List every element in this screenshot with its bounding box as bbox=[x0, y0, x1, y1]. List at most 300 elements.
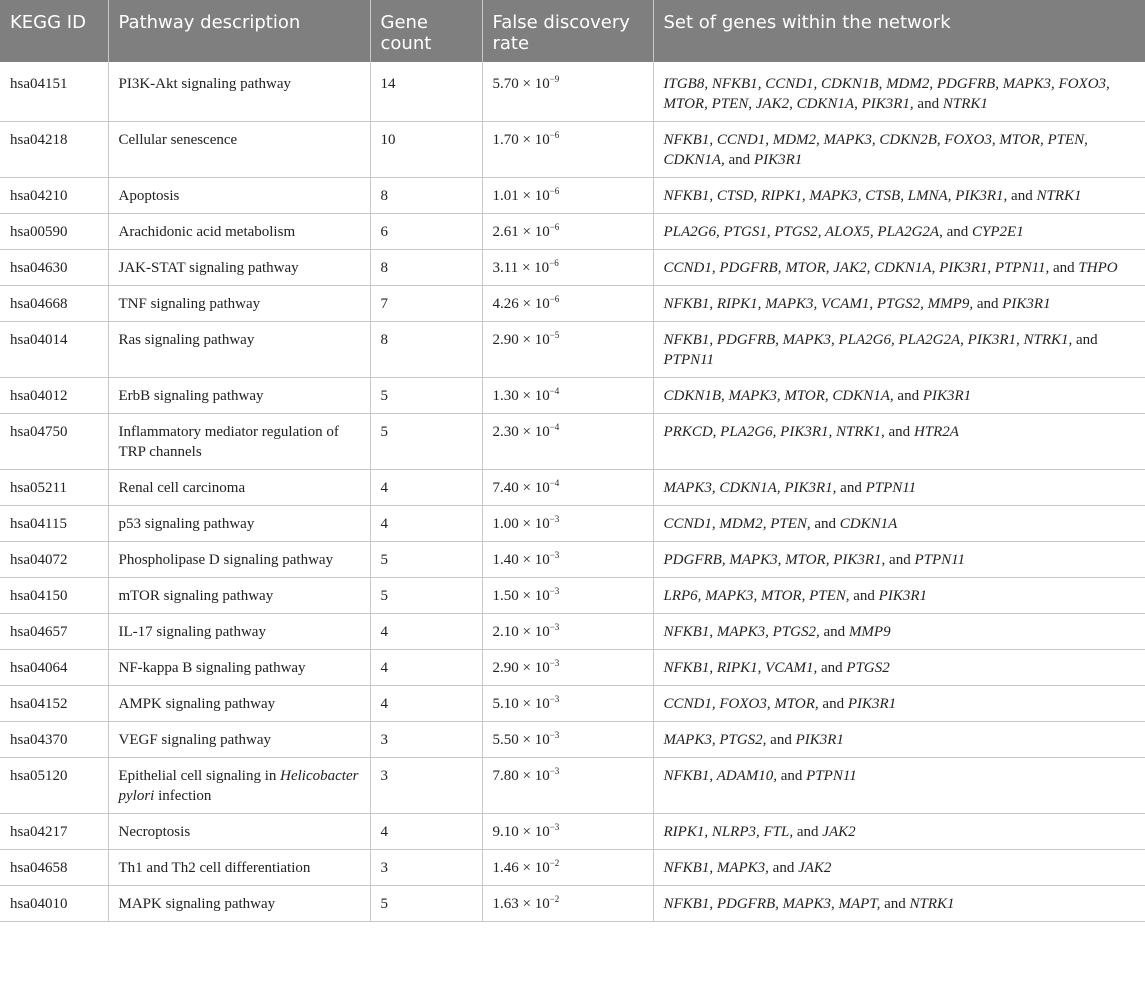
gene-symbol: HTR2A bbox=[913, 424, 959, 440]
conjunction-text: and bbox=[917, 96, 940, 112]
gene-count-cell: 4 bbox=[370, 686, 482, 722]
fdr-mantissa: 1.46 × 10 bbox=[492, 860, 550, 876]
gene-symbol: PTEN bbox=[770, 516, 807, 532]
fdr-mantissa: 7.40 × 10 bbox=[492, 480, 550, 496]
description-species-italic: Helicobacter pylori bbox=[118, 768, 359, 804]
fdr-mantissa: 5.10 × 10 bbox=[492, 696, 550, 712]
table-row bbox=[0, 286, 1145, 322]
gene-symbol: PDGFRB bbox=[663, 552, 722, 568]
fdr-cell bbox=[482, 178, 653, 214]
gene-symbol: CDKN1B bbox=[663, 388, 722, 404]
pathway-description-cell: p53 signaling pathway bbox=[108, 506, 370, 542]
conjunction-text: and bbox=[728, 152, 751, 168]
kegg-id-cell: hsa04750 bbox=[0, 414, 108, 470]
table-row bbox=[0, 178, 1145, 214]
gene-symbol: PTGS2 bbox=[774, 224, 818, 240]
gene-symbol: MTOR bbox=[784, 388, 825, 404]
fdr-cell bbox=[482, 214, 653, 250]
gene-count-cell: 3 bbox=[370, 850, 482, 886]
gene-symbol: PLA2G6 bbox=[838, 332, 891, 348]
gene-symbol: CYP2E1 bbox=[972, 224, 1024, 240]
gene-count-cell: 8 bbox=[370, 178, 482, 214]
gene-symbol: MAPK3 bbox=[705, 588, 754, 604]
gene-count-cell: 10 bbox=[370, 122, 482, 178]
gene-set-cell: LRP6, MAPK3, MTOR, PTEN, and PIK3R1 bbox=[653, 578, 1145, 614]
pathway-description-cell: mTOR signaling pathway bbox=[108, 578, 370, 614]
fdr-cell bbox=[482, 850, 653, 886]
gene-symbol: PIK3R1 bbox=[1002, 296, 1051, 312]
gene-count-cell: 8 bbox=[370, 250, 482, 286]
pathway-description-cell: Ras signaling pathway bbox=[108, 322, 370, 378]
table-row bbox=[0, 758, 1145, 814]
pathway-description-cell: Arachidonic acid metabolism bbox=[108, 214, 370, 250]
gene-symbol: PTEN bbox=[809, 588, 846, 604]
fdr-mantissa: 1.00 × 10 bbox=[492, 516, 550, 532]
gene-symbol: PIK3R1 bbox=[833, 552, 882, 568]
conjunction-text: and bbox=[1011, 188, 1033, 204]
fdr-cell bbox=[482, 814, 653, 850]
fdr-exponent: −5 bbox=[549, 330, 560, 340]
gene-symbol: MAPK3 bbox=[729, 552, 778, 568]
fdr-cell bbox=[482, 378, 653, 414]
fdr-cell bbox=[482, 758, 653, 814]
kegg-id-cell: hsa04064 bbox=[0, 650, 108, 686]
table-row bbox=[0, 542, 1145, 578]
gene-symbol: PLA2G6 bbox=[663, 224, 716, 240]
gene-symbol: PTGS2 bbox=[772, 624, 817, 640]
gene-symbol: NTRK1 bbox=[1023, 332, 1069, 348]
fdr-cell bbox=[482, 542, 653, 578]
gene-symbol: NFKB1 bbox=[663, 768, 710, 784]
table-body bbox=[0, 62, 1145, 922]
gene-count-cell: 4 bbox=[370, 614, 482, 650]
conjunction-text: and bbox=[823, 624, 846, 640]
header-kegg-id: KEGG ID bbox=[0, 0, 108, 62]
fdr-exponent: −3 bbox=[549, 658, 560, 668]
gene-count-cell: 5 bbox=[370, 578, 482, 614]
gene-symbol: MTOR bbox=[761, 588, 802, 604]
gene-set-cell: PDGFRB, MAPK3, MTOR, PIK3R1, and PTPN11 bbox=[653, 542, 1145, 578]
fdr-mantissa: 2.90 × 10 bbox=[492, 332, 550, 348]
gene-symbol: MAPK3 bbox=[765, 296, 814, 312]
fdr-mantissa: 7.80 × 10 bbox=[492, 768, 550, 784]
gene-symbol: THPO bbox=[1078, 260, 1118, 276]
gene-symbol: MAPK3 bbox=[809, 188, 858, 204]
table-row bbox=[0, 214, 1145, 250]
gene-symbol: NFKB1 bbox=[663, 188, 710, 204]
kegg-id-cell: hsa04152 bbox=[0, 686, 108, 722]
gene-symbol: MTOR bbox=[785, 260, 826, 276]
gene-symbol: NTRK1 bbox=[836, 424, 882, 440]
fdr-exponent: −4 bbox=[549, 422, 560, 432]
gene-symbol: MDM2 bbox=[886, 76, 930, 92]
gene-symbol: NFKB1 bbox=[711, 76, 758, 92]
gene-symbol: MAPK3 bbox=[782, 896, 831, 912]
fdr-mantissa: 3.11 × 10 bbox=[492, 260, 550, 276]
gene-symbol: MMP9 bbox=[927, 296, 970, 312]
gene-symbol: PIK3R1 bbox=[939, 260, 988, 276]
table-header bbox=[0, 0, 1145, 62]
header-pathway-description: Pathway description bbox=[108, 0, 370, 62]
kegg-id-cell: hsa05211 bbox=[0, 470, 108, 506]
conjunction-text: and bbox=[814, 516, 837, 532]
gene-set-cell: NFKB1, MAPK3, PTGS2, and MMP9 bbox=[653, 614, 1145, 650]
table-row bbox=[0, 250, 1145, 286]
gene-symbol: CDKN1A bbox=[663, 152, 722, 168]
gene-symbol: PLA2G2A bbox=[877, 224, 940, 240]
fdr-mantissa: 2.30 × 10 bbox=[492, 424, 550, 440]
pathway-description-cell: MAPK signaling pathway bbox=[108, 886, 370, 922]
kegg-id-cell: hsa04210 bbox=[0, 178, 108, 214]
gene-symbol: CDKN1A bbox=[719, 480, 777, 496]
gene-symbol: PTGS2 bbox=[876, 296, 921, 312]
conjunction-text: and bbox=[822, 696, 845, 712]
fdr-cell bbox=[482, 62, 653, 122]
fdr-mantissa: 1.40 × 10 bbox=[492, 552, 550, 568]
fdr-mantissa: 1.50 × 10 bbox=[492, 588, 550, 604]
table-row bbox=[0, 506, 1145, 542]
fdr-cell bbox=[482, 722, 653, 758]
gene-symbol: MTOR bbox=[999, 132, 1040, 148]
gene-symbol: PIK3R1 bbox=[967, 332, 1016, 348]
conjunction-text: and bbox=[1076, 332, 1098, 348]
gene-symbol: CTSD bbox=[716, 188, 754, 204]
kegg-id-cell: hsa00590 bbox=[0, 214, 108, 250]
kegg-id-cell: hsa04010 bbox=[0, 886, 108, 922]
conjunction-text: and bbox=[853, 588, 875, 604]
gene-set-cell: PRKCD, PLA2G6, PIK3R1, NTRK1, and HTR2A bbox=[653, 414, 1145, 470]
table-row bbox=[0, 814, 1145, 850]
fdr-exponent: −4 bbox=[549, 478, 560, 488]
fdr-cell bbox=[482, 886, 653, 922]
gene-symbol: LRP6 bbox=[663, 588, 698, 604]
gene-symbol: CCND1 bbox=[663, 696, 712, 712]
gene-symbol: CCND1 bbox=[765, 76, 814, 92]
gene-symbol: PDGFRB bbox=[719, 260, 778, 276]
gene-count-cell: 3 bbox=[370, 758, 482, 814]
gene-symbol: JAK2 bbox=[822, 824, 856, 840]
table-row bbox=[0, 414, 1145, 470]
fdr-mantissa: 1.01 × 10 bbox=[492, 188, 550, 204]
gene-symbol: PIK3R1 bbox=[878, 588, 927, 604]
gene-symbol: PIK3R1 bbox=[861, 96, 910, 112]
fdr-cell bbox=[482, 686, 653, 722]
pathway-description-cell: Apoptosis bbox=[108, 178, 370, 214]
fdr-exponent: −3 bbox=[549, 586, 560, 596]
gene-set-cell: CCND1, FOXO3, MTOR, and PIK3R1 bbox=[653, 686, 1145, 722]
gene-symbol: VCAM1 bbox=[821, 296, 870, 312]
kegg-id-cell: hsa04218 bbox=[0, 122, 108, 178]
gene-symbol: ITGB8 bbox=[663, 76, 705, 92]
gene-count-cell: 4 bbox=[370, 814, 482, 850]
gene-symbol: PDGFRB bbox=[716, 332, 776, 348]
fdr-exponent: −9 bbox=[549, 74, 560, 84]
table-row bbox=[0, 686, 1145, 722]
gene-set-cell: NFKB1, MAPK3, and JAK2 bbox=[653, 850, 1145, 886]
fdr-mantissa: 9.10 × 10 bbox=[492, 824, 550, 840]
gene-set-cell: CCND1, PDGFRB, MTOR, JAK2, CDKN1A, PIK3R1, PTPN11, and THPO bbox=[653, 250, 1145, 286]
conjunction-text: and bbox=[884, 896, 906, 912]
gene-symbol: CDKN1A bbox=[832, 388, 890, 404]
pathway-description-cell: Renal cell carcinoma bbox=[108, 470, 370, 506]
pathway-description-cell: Th1 and Th2 cell differentiation bbox=[108, 850, 370, 886]
kegg-id-cell: hsa04012 bbox=[0, 378, 108, 414]
gene-count-cell: 5 bbox=[370, 542, 482, 578]
conjunction-text: and bbox=[796, 824, 819, 840]
fdr-exponent: −3 bbox=[549, 694, 560, 704]
pathway-description-cell: PI3K-Akt signaling pathway bbox=[108, 62, 370, 122]
conjunction-text: and bbox=[772, 860, 795, 876]
kegg-id-cell: hsa04370 bbox=[0, 722, 108, 758]
kegg-id-cell: hsa04630 bbox=[0, 250, 108, 286]
gene-count-cell: 3 bbox=[370, 722, 482, 758]
gene-symbol: PIK3R1 bbox=[753, 152, 803, 168]
gene-set-cell: NFKB1, CTSD, RIPK1, MAPK3, CTSB, LMNA, PIK3R1, and NTRK1 bbox=[653, 178, 1145, 214]
conjunction-text: and bbox=[780, 768, 803, 784]
table-row bbox=[0, 122, 1145, 178]
gene-symbol: ADAM10 bbox=[716, 768, 774, 784]
gene-symbol: MDM2 bbox=[719, 516, 763, 532]
gene-symbol: PDGFRB bbox=[716, 896, 776, 912]
table-row bbox=[0, 378, 1145, 414]
gene-set-cell: ITGB8, NFKB1, CCND1, CDKN1B, MDM2, PDGFRB, MAPK3, FOXO3, MTOR, PTEN, JAK2, CDKN1A, PIK3R1, and NTRK1 bbox=[653, 62, 1145, 122]
fdr-exponent: −2 bbox=[549, 894, 560, 904]
gene-symbol: PTGS2 bbox=[846, 660, 890, 676]
gene-symbol: FOXO3 bbox=[719, 696, 767, 712]
gene-symbol: PLA2G2A bbox=[898, 332, 961, 348]
gene-count-cell: 5 bbox=[370, 378, 482, 414]
table-row bbox=[0, 614, 1145, 650]
gene-symbol: NFKB1 bbox=[663, 624, 710, 640]
fdr-cell bbox=[482, 578, 653, 614]
gene-symbol: CDKN1B bbox=[821, 76, 879, 92]
gene-symbol: FTL bbox=[763, 824, 790, 840]
gene-count-cell: 5 bbox=[370, 886, 482, 922]
gene-symbol: PIK3R1 bbox=[780, 424, 829, 440]
header-gene-count: Gene count bbox=[370, 0, 482, 62]
conjunction-text: and bbox=[1052, 260, 1075, 276]
pathway-description-cell: VEGF signaling pathway bbox=[108, 722, 370, 758]
pathway-description-cell: Inflammatory mediator regulation of TRP channels bbox=[108, 414, 370, 470]
gene-symbol: PTPN11 bbox=[865, 480, 917, 496]
table-row bbox=[0, 886, 1145, 922]
fdr-cell bbox=[482, 122, 653, 178]
header-false-discovery-rate: False discovery rate bbox=[482, 0, 653, 62]
gene-set-cell: NFKB1, CCND1, MDM2, MAPK3, CDKN2B, FOXO3, MTOR, PTEN, CDKN1A, and PIK3R1 bbox=[653, 122, 1145, 178]
gene-symbol: CTSB bbox=[865, 188, 901, 204]
gene-symbol: ALOX5 bbox=[824, 224, 870, 240]
gene-symbol: CCND1 bbox=[663, 516, 712, 532]
gene-symbol: CCND1 bbox=[663, 260, 712, 276]
gene-set-cell: NFKB1, PDGFRB, MAPK3, PLA2G6, PLA2G2A, PIK3R1, NTRK1, and PTPN11 bbox=[653, 322, 1145, 378]
gene-symbol: MAPK3 bbox=[782, 332, 831, 348]
pathway-description-cell bbox=[108, 758, 370, 814]
fdr-exponent: −2 bbox=[549, 858, 560, 868]
pathway-description-cell: ErbB signaling pathway bbox=[108, 378, 370, 414]
gene-count-cell: 14 bbox=[370, 62, 482, 122]
header-gene-set: Set of genes within the network bbox=[653, 0, 1145, 62]
gene-symbol: FOXO3 bbox=[944, 132, 992, 148]
fdr-cell bbox=[482, 322, 653, 378]
pathway-description-cell: Necroptosis bbox=[108, 814, 370, 850]
gene-symbol: MAPK3 bbox=[716, 624, 766, 640]
gene-set-cell: MAPK3, PTGS2, and PIK3R1 bbox=[653, 722, 1145, 758]
gene-symbol: CDKN1A bbox=[796, 96, 855, 112]
gene-symbol: PTPN11 bbox=[994, 260, 1046, 276]
fdr-mantissa: 5.70 × 10 bbox=[492, 76, 550, 92]
kegg-id-cell: hsa04115 bbox=[0, 506, 108, 542]
gene-symbol: MAPK3 bbox=[728, 388, 777, 404]
fdr-cell bbox=[482, 250, 653, 286]
gene-set-cell: PLA2G6, PTGS1, PTGS2, ALOX5, PLA2G2A, and CYP2E1 bbox=[653, 214, 1145, 250]
fdr-exponent: −4 bbox=[549, 386, 560, 396]
gene-symbol: PTGS1 bbox=[723, 224, 767, 240]
fdr-exponent: −6 bbox=[549, 130, 560, 140]
gene-symbol: MAPT bbox=[838, 896, 877, 912]
gene-count-cell: 5 bbox=[370, 414, 482, 470]
gene-symbol: JAK2 bbox=[798, 860, 832, 876]
gene-symbol: NFKB1 bbox=[663, 860, 710, 876]
fdr-exponent: −6 bbox=[549, 222, 560, 232]
conjunction-text: and bbox=[821, 660, 843, 676]
kegg-id-cell: hsa05120 bbox=[0, 758, 108, 814]
description-text-suffix: infection bbox=[154, 788, 212, 804]
gene-set-cell: NFKB1, RIPK1, MAPK3, VCAM1, PTGS2, MMP9, and PIK3R1 bbox=[653, 286, 1145, 322]
gene-symbol: RIPK1 bbox=[663, 824, 705, 840]
kegg-id-cell: hsa04658 bbox=[0, 850, 108, 886]
gene-symbol: MMP9 bbox=[848, 624, 891, 640]
gene-symbol: LMNA bbox=[907, 188, 948, 204]
gene-symbol: MTOR bbox=[785, 552, 826, 568]
gene-symbol: CDKN1A bbox=[874, 260, 932, 276]
gene-symbol: PLA2G6 bbox=[720, 424, 773, 440]
gene-symbol: FOXO3 bbox=[1058, 76, 1107, 92]
fdr-exponent: −3 bbox=[549, 622, 560, 632]
fdr-exponent: −3 bbox=[549, 730, 560, 740]
pathway-description-cell: NF-kappa B signaling pathway bbox=[108, 650, 370, 686]
gene-set-cell: RIPK1, NLRP3, FTL, and JAK2 bbox=[653, 814, 1145, 850]
gene-symbol: NFKB1 bbox=[663, 332, 710, 348]
gene-symbol: CDKN2B bbox=[879, 132, 937, 148]
gene-symbol: NFKB1 bbox=[663, 896, 710, 912]
gene-symbol: PTPN11 bbox=[663, 352, 715, 368]
fdr-cell bbox=[482, 470, 653, 506]
gene-symbol: MTOR bbox=[774, 696, 815, 712]
kegg-id-cell: hsa04150 bbox=[0, 578, 108, 614]
gene-symbol: PIK3R1 bbox=[955, 188, 1004, 204]
gene-symbol: PTPN11 bbox=[806, 768, 857, 784]
gene-symbol: JAK2 bbox=[755, 96, 790, 112]
fdr-mantissa: 1.30 × 10 bbox=[492, 388, 550, 404]
gene-symbol: VCAM1 bbox=[765, 660, 814, 676]
fdr-exponent: −6 bbox=[549, 258, 559, 268]
gene-symbol: PIK3R1 bbox=[922, 388, 972, 404]
gene-symbol: NTRK1 bbox=[942, 96, 988, 112]
table-row bbox=[0, 322, 1145, 378]
fdr-mantissa: 2.90 × 10 bbox=[492, 660, 550, 676]
gene-symbol: PRKCD bbox=[663, 424, 713, 440]
fdr-mantissa: 5.50 × 10 bbox=[492, 732, 550, 748]
gene-set-cell: MAPK3, CDKN1A, PIK3R1, and PTPN11 bbox=[653, 470, 1145, 506]
fdr-exponent: −3 bbox=[549, 514, 560, 524]
gene-set-cell: NFKB1, ADAM10, and PTPN11 bbox=[653, 758, 1145, 814]
kegg-id-cell: hsa04217 bbox=[0, 814, 108, 850]
table-row bbox=[0, 578, 1145, 614]
pathway-description-cell: IL-17 signaling pathway bbox=[108, 614, 370, 650]
gene-symbol: PIK3R1 bbox=[784, 480, 833, 496]
conjunction-text: and bbox=[770, 732, 792, 748]
fdr-cell bbox=[482, 286, 653, 322]
table-row bbox=[0, 650, 1145, 686]
gene-symbol: PDGFRB bbox=[936, 76, 996, 92]
fdr-cell bbox=[482, 414, 653, 470]
pathway-description-cell: Phospholipase D signaling pathway bbox=[108, 542, 370, 578]
gene-symbol: NFKB1 bbox=[663, 660, 710, 676]
gene-symbol: PIK3R1 bbox=[795, 732, 844, 748]
gene-symbol: MAPK3 bbox=[1002, 76, 1052, 92]
gene-count-cell: 4 bbox=[370, 506, 482, 542]
pathway-description-cell: TNF signaling pathway bbox=[108, 286, 370, 322]
conjunction-text: and bbox=[897, 388, 920, 404]
gene-symbol: JAK2 bbox=[833, 260, 867, 276]
fdr-cell bbox=[482, 650, 653, 686]
gene-count-cell: 8 bbox=[370, 322, 482, 378]
gene-set-cell: CDKN1B, MAPK3, MTOR, CDKN1A, and PIK3R1 bbox=[653, 378, 1145, 414]
gene-symbol: NLRP3 bbox=[711, 824, 757, 840]
gene-symbol: NTRK1 bbox=[909, 896, 955, 912]
gene-symbol: MAPK3 bbox=[823, 132, 872, 148]
gene-symbol: RIPK1 bbox=[761, 188, 802, 204]
gene-symbol: NFKB1 bbox=[663, 132, 710, 148]
table-row bbox=[0, 62, 1145, 122]
gene-symbol: PTGS2 bbox=[719, 732, 763, 748]
gene-count-cell: 4 bbox=[370, 470, 482, 506]
gene-symbol: MDM2 bbox=[772, 132, 817, 148]
pathway-description-cell: AMPK signaling pathway bbox=[108, 686, 370, 722]
gene-symbol: PTEN bbox=[1047, 132, 1085, 148]
fdr-mantissa: 1.70 × 10 bbox=[492, 132, 550, 148]
gene-symbol: PTEN bbox=[711, 96, 749, 112]
conjunction-text: and bbox=[840, 480, 862, 496]
gene-count-cell: 4 bbox=[370, 650, 482, 686]
gene-symbol: CCND1 bbox=[716, 132, 766, 148]
gene-set-cell: NFKB1, RIPK1, VCAM1, and PTGS2 bbox=[653, 650, 1145, 686]
fdr-exponent: −3 bbox=[549, 822, 560, 832]
kegg-id-cell: hsa04014 bbox=[0, 322, 108, 378]
table-row bbox=[0, 850, 1145, 886]
gene-set-cell: NFKB1, PDGFRB, MAPK3, MAPT, and NTRK1 bbox=[653, 886, 1145, 922]
kegg-id-cell: hsa04072 bbox=[0, 542, 108, 578]
gene-symbol: PTPN11 bbox=[914, 552, 966, 568]
fdr-exponent: −6 bbox=[549, 186, 560, 196]
gene-symbol: NTRK1 bbox=[1036, 188, 1082, 204]
pathway-description-cell: JAK-STAT signaling pathway bbox=[108, 250, 370, 286]
fdr-cell bbox=[482, 614, 653, 650]
gene-symbol: CDKN1A bbox=[839, 516, 898, 532]
gene-set-cell: CCND1, MDM2, PTEN, and CDKN1A bbox=[653, 506, 1145, 542]
kegg-id-cell: hsa04151 bbox=[0, 62, 108, 122]
kegg-id-cell: hsa04668 bbox=[0, 286, 108, 322]
description-text: Epithelial cell signaling in bbox=[118, 768, 277, 784]
fdr-cell bbox=[482, 506, 653, 542]
table-row bbox=[0, 470, 1145, 506]
gene-symbol: MAPK3 bbox=[716, 860, 766, 876]
fdr-exponent: −6 bbox=[549, 294, 560, 304]
gene-count-cell: 6 bbox=[370, 214, 482, 250]
fdr-mantissa: 2.61 × 10 bbox=[492, 224, 550, 240]
gene-symbol: MAPK3 bbox=[663, 480, 712, 496]
fdr-mantissa: 1.63 × 10 bbox=[492, 896, 550, 912]
